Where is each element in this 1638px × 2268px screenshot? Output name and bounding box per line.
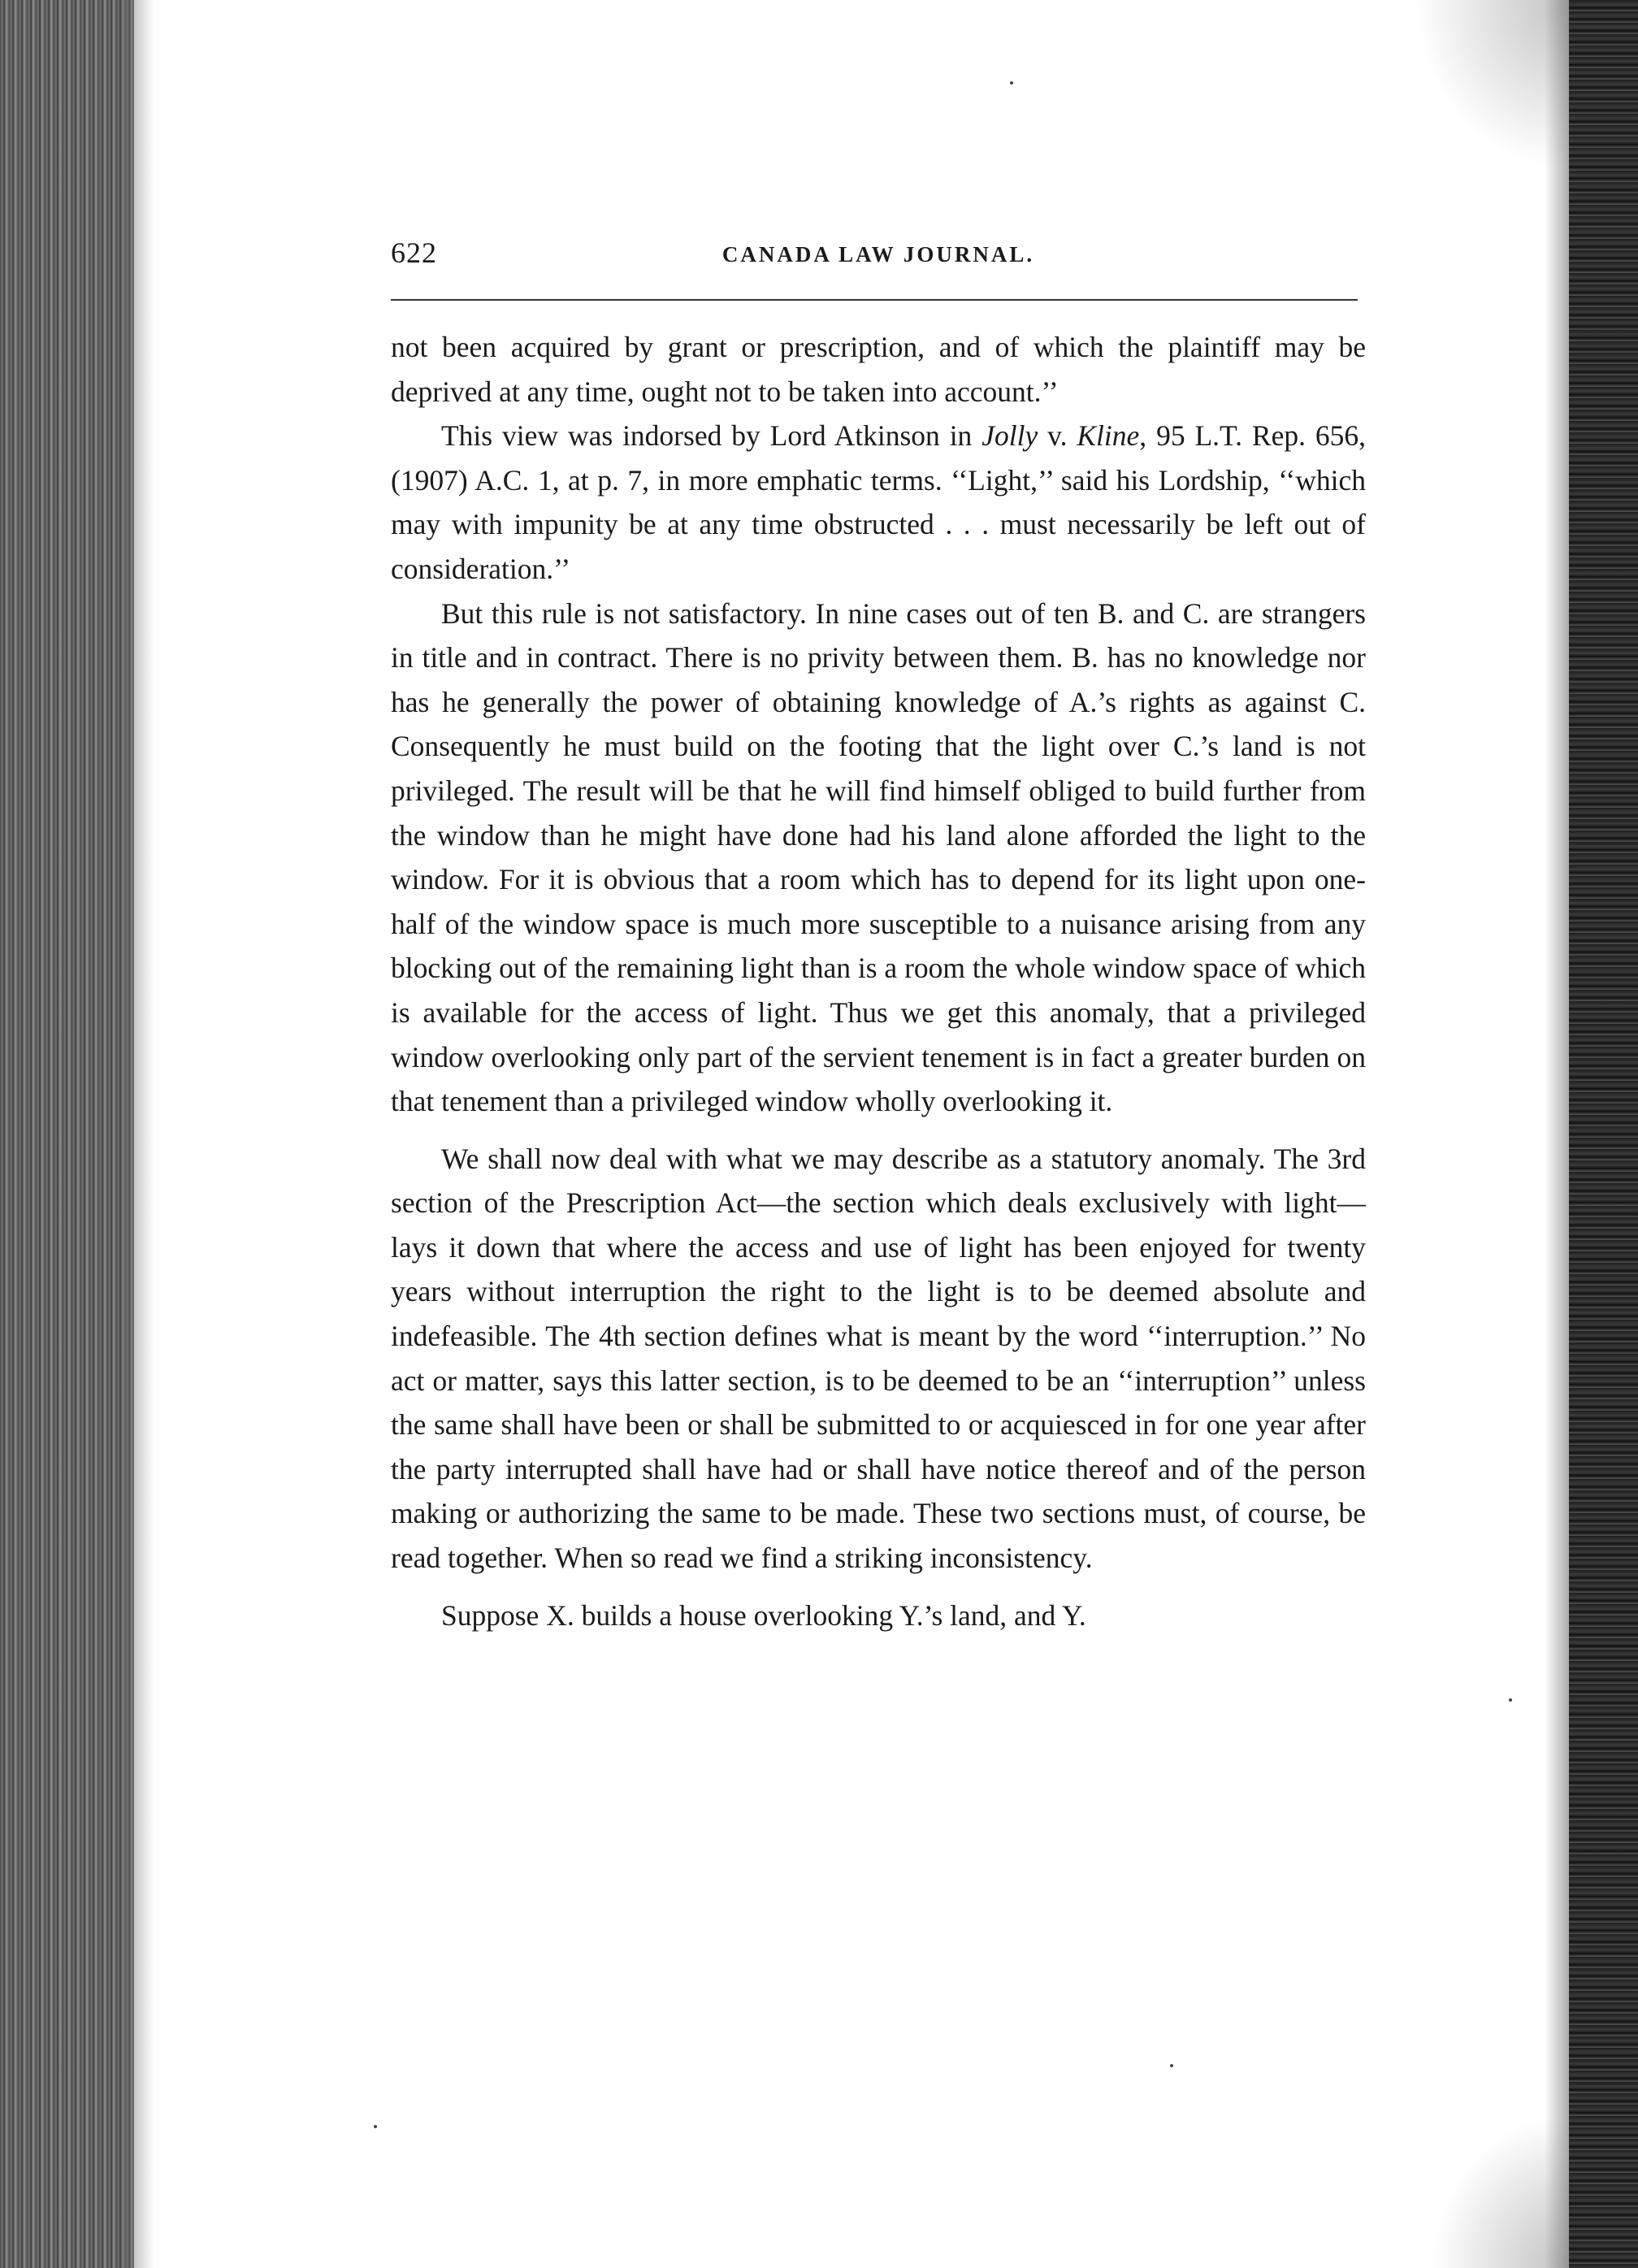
paragraph-text: v. (1038, 419, 1077, 453)
running-head: CANADA LAW JOURNAL. (722, 242, 1035, 267)
header-rule (391, 299, 1358, 301)
paragraph: not been acquired by grant or prescription, and of which the plaintiff may be deprived at any time, ought not to be taken into account.’’ (391, 331, 1366, 408)
case-name-italic: Kline (1077, 419, 1140, 453)
scan-speck (1010, 81, 1013, 85)
scan-border-left (0, 0, 134, 2268)
paragraph: Suppose X. builds a house overlooking Y.’s land, and Y. (441, 1598, 1086, 1632)
book-page (391, 236, 1366, 1632)
scan-border-right (1569, 0, 1638, 2268)
paragraph-text: , 95 L.T. Rep. 656, (1907) A.C. 1, at p. 7, in more emphatic terms. ‘‘Light,’’ said his Lordship, ‘‘which may with impunity be at any time obstructed . . . must necessarily be left out of consideration.’’ (391, 419, 1366, 585)
scan-border-right-fade (1545, 0, 1569, 2268)
body-text (391, 325, 1366, 1637)
paragraph: But this rule is not satisfactory. In nine cases out of ten B. and C. are strangers in title and in contract. There is no privity between them. B. has no knowledge nor has he generally the power of obtaining knowledge of A.’s rights as against C. Consequently he must build on the footing that the light over C.’s land is not privileged. The result will be that he will find himself obliged to build further from the window than he might have done had his land alone afforded the light to the window. For it is obvious that a room which has to depend for its light upon one-half of the window space is much more susceptible to a nuisance arising from any blocking out of the remaining light than is a room the whole window space of which is available for the access of light. Thus we get this anomaly, that a privileged window overlooking only part of the servient tenement is in fact a greater burden on that tenement than a privileged window wholly overlooking it. (391, 596, 1366, 1118)
paragraph (391, 414, 1366, 591)
page-header (391, 236, 1366, 284)
scan-noise-bottom-right (1431, 2114, 1569, 2268)
case-name-italic: Jolly (982, 419, 1038, 453)
scan-speck (1170, 2064, 1173, 2067)
scan-border-left-fade (122, 0, 154, 2268)
scan-speck (374, 2125, 377, 2128)
paragraph-text: This view was indorsed by Lord Atkinson in (441, 419, 982, 453)
page-number: 622 (391, 236, 437, 269)
scan-noise-top-right (1415, 0, 1569, 171)
scan-speck (1509, 1698, 1512, 1702)
paragraph: We shall now deal with what we may describe as a statutory anomaly. The 3rd section of the Prescription Act—the section which deals exclusively with light—lays it down that where the access and use of light has been enjoyed for twenty years without interruption the right to the light is to be deemed absolute and indefeasible. The 4th section defines what is meant by the word ‘‘interruption.’’ No act or matter, says this latter section, is to be deemed to be an ‘‘interruption’’ unless the same shall have been or shall be submitted to or acquiesced in for one year after the party interrupted shall have had or shall have notice thereof and of the person making or authorizing the same to be made. These two sections must, of course, be read together. When so read we find a striking inconsistency. (391, 1142, 1366, 1575)
